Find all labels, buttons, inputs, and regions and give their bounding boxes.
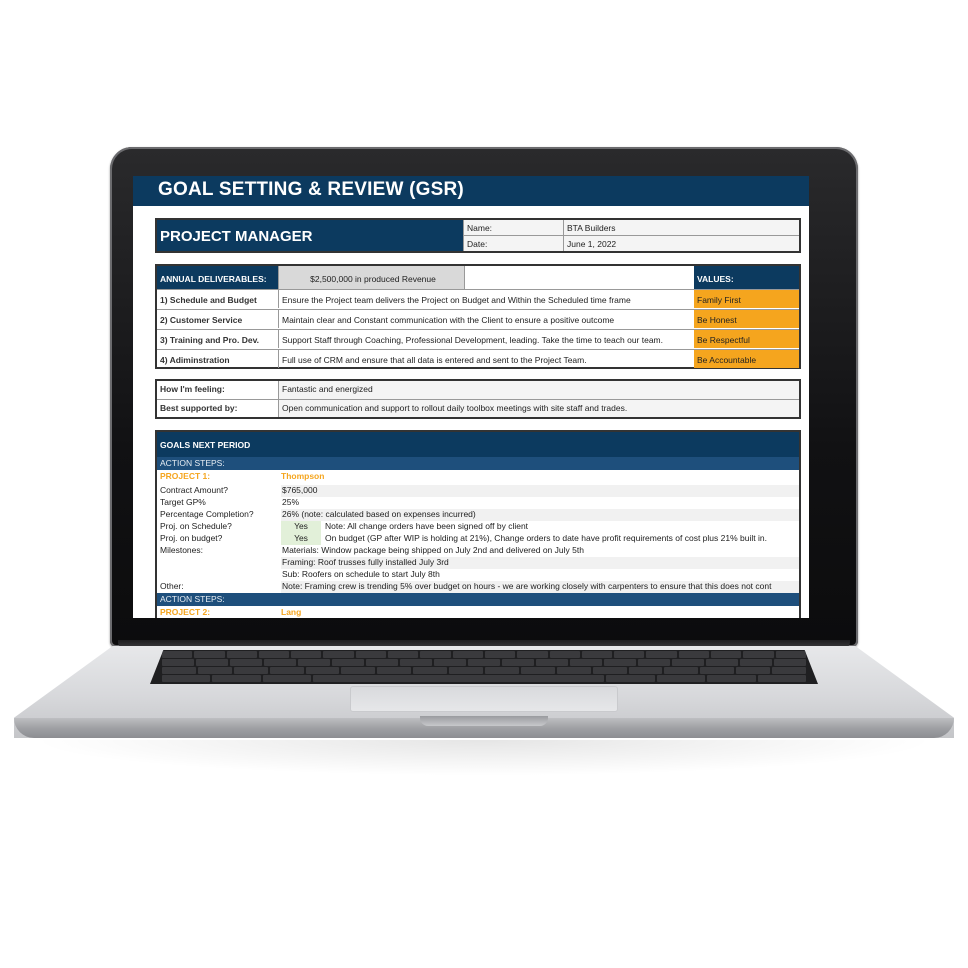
- on-budget-note[interactable]: On budget (GP after WIP is holding at 21%), Change orders to date have profit requirements of cost plus 21% built in.: [325, 533, 767, 543]
- laptop-keyboard: [150, 650, 818, 684]
- role-title: PROJECT MANAGER: [157, 220, 463, 251]
- header-block: [155, 218, 801, 253]
- deliverable-label-1: 1) Schedule and Budget: [157, 289, 278, 308]
- name-label: Name:: [463, 220, 563, 236]
- milestones-label: Milestones:: [160, 545, 203, 555]
- deliverables-table: [155, 264, 801, 369]
- laptop-screen: [133, 176, 809, 618]
- action-steps-bar: ACTION STEPS:: [157, 457, 799, 470]
- other-value[interactable]: Note: Framing crew is trending 5% over budget on hours - we are working closely with carpenters to ensure that this does not cont: [281, 581, 799, 593]
- date-label: Date:: [463, 235, 563, 251]
- deliverable-text-1[interactable]: Ensure the Project team delivers the Project on Budget and Within the Scheduled time frame: [278, 289, 694, 308]
- goals-table: [155, 430, 801, 618]
- value-3[interactable]: Be Respectful: [694, 329, 799, 348]
- project-2-label: PROJECT 2:: [160, 607, 211, 617]
- target-gp-label: Target GP%: [160, 497, 206, 507]
- value-2[interactable]: Be Honest: [694, 309, 799, 328]
- completion-value[interactable]: 26% (note: calculated based on expenses incurred): [281, 509, 799, 521]
- target-gp-value[interactable]: 25%: [281, 497, 799, 509]
- deliverable-label-3: 3) Training and Pro. Dev.: [157, 329, 278, 348]
- deliverable-text-2[interactable]: Maintain clear and Constant communication with the Client to ensure a positive outcome: [278, 309, 694, 328]
- laptop-lid-notch: [420, 716, 548, 726]
- support-value[interactable]: Open communication and support to rollout daily toolbox meetings with site staff and trades.: [278, 399, 799, 417]
- project-2-name[interactable]: Lang: [281, 607, 302, 617]
- feeling-value[interactable]: Fantastic and energized: [278, 381, 799, 399]
- support-label: Best supported by:: [157, 399, 278, 417]
- deliverables-blank-cell[interactable]: [464, 266, 694, 289]
- value-1[interactable]: Family First: [694, 289, 799, 308]
- contract-label: Contract Amount?: [160, 485, 229, 495]
- on-budget-label: Proj. on budget?: [160, 533, 223, 543]
- values-header: VALUES:: [694, 266, 799, 289]
- feeling-label: How I'm feeling:: [160, 384, 225, 394]
- goals-header: GOALS NEXT PERIOD: [157, 432, 799, 457]
- milestone-item[interactable]: Framing: Roof trusses fully installed July 3rd: [281, 557, 799, 569]
- deliverable-text-4[interactable]: Full use of CRM and ensure that all data is entered and sent to the Project Team.: [278, 349, 694, 368]
- laptop-shadow: [30, 740, 938, 776]
- project-1-label: PROJECT 1:: [160, 471, 211, 481]
- contract-value[interactable]: $765,000: [281, 485, 799, 497]
- name-value[interactable]: BTA Builders: [563, 220, 799, 236]
- date-value[interactable]: June 1, 2022: [563, 235, 799, 251]
- milestone-item[interactable]: Materials: Window package being shipped on July 2nd and delivered on July 5th: [281, 545, 799, 557]
- document-title: GOAL SETTING & REVIEW (GSR): [133, 176, 809, 206]
- on-schedule-value[interactable]: Yes: [281, 521, 321, 533]
- action-steps-bar-2: ACTION STEPS:: [157, 593, 799, 606]
- project-1-name[interactable]: Thompson: [281, 471, 325, 481]
- revenue-target[interactable]: $2,500,000 in produced Revenue: [278, 266, 464, 289]
- feeling-table: [155, 379, 801, 419]
- deliverable-text-3[interactable]: Support Staff through Coaching, Professional Development, leading. Take the time to teach our team.: [278, 329, 694, 348]
- milestone-item[interactable]: Sub: Roofers on schedule to start July 8th: [281, 569, 799, 581]
- value-4[interactable]: Be Accountable: [694, 349, 799, 368]
- deliverable-label-2: 2) Customer Service: [157, 309, 278, 328]
- on-schedule-label: Proj. on Schedule?: [160, 521, 232, 531]
- other-label: Other:: [160, 581, 184, 591]
- completion-label: Percentage Completion?: [160, 509, 254, 519]
- laptop-trackpad: [350, 686, 618, 712]
- deliverable-label-4: 4) Adiminstration: [157, 349, 278, 368]
- on-schedule-note[interactable]: Note: All change orders have been signed off by client: [325, 521, 529, 531]
- deliverables-header: ANNUAL DELIVERABLES:: [157, 266, 278, 289]
- on-budget-value[interactable]: Yes: [281, 533, 321, 545]
